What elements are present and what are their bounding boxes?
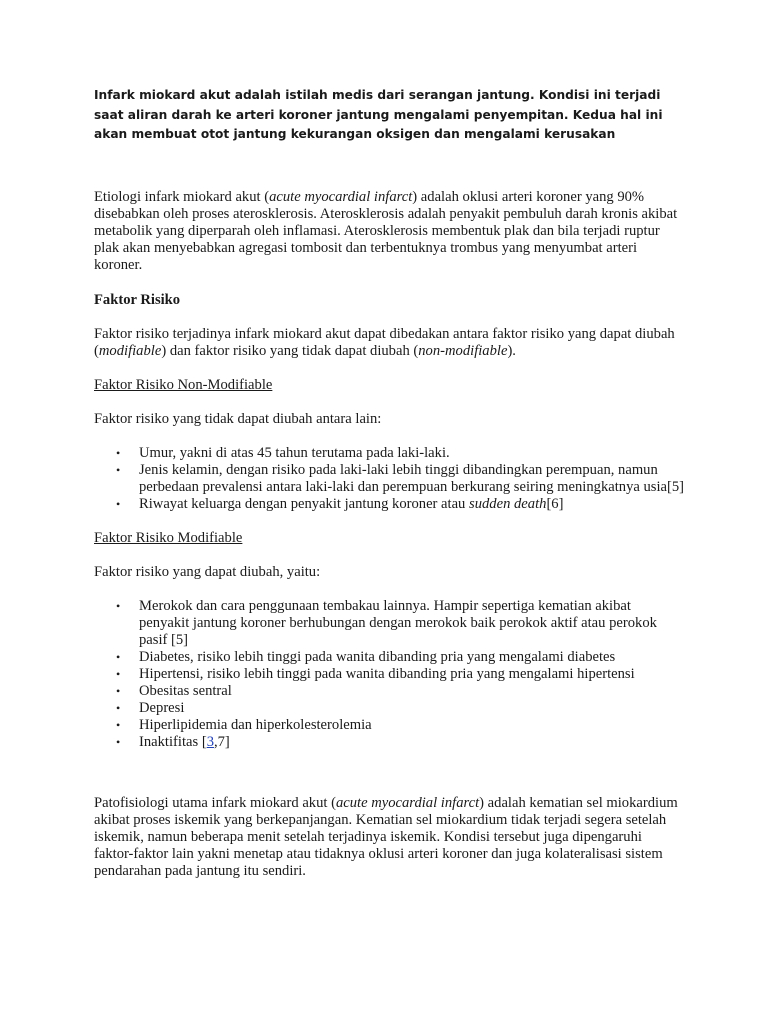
list-item bbox=[94, 649, 684, 666]
list-item bbox=[94, 683, 684, 700]
modifiable-list bbox=[94, 598, 684, 751]
list-item bbox=[94, 496, 684, 513]
patofisiologi-term: acute myocardial infarct bbox=[335, 794, 480, 811]
faktor-risiko-heading: Faktor Risiko bbox=[94, 291, 181, 308]
bullet-icon: • bbox=[116, 700, 121, 715]
faktor-intro-e: ). bbox=[507, 342, 516, 359]
bullet-icon: • bbox=[116, 598, 121, 613]
non-modifiable-list bbox=[94, 445, 684, 513]
faktor-intro-c: ) dan faktor risiko yang tidak dapat diubah ( bbox=[161, 342, 419, 359]
list-item-text: Inaktifitas [ bbox=[139, 733, 207, 750]
list-item bbox=[94, 462, 684, 496]
list-item-text: Jenis kelamin, dengan risiko pada laki-laki lebih tinggi dibandingkan perempuan, namun perbedaan prevalensi antara laki-laki dan perempuan berkurang seiring meningkatnya usia[5] bbox=[139, 461, 685, 495]
list-item-ref: ,7] bbox=[213, 733, 230, 750]
reference-link[interactable]: 3 bbox=[206, 733, 214, 750]
list-item bbox=[94, 666, 684, 683]
list-item bbox=[94, 445, 684, 462]
list-item-text: Merokok dan cara penggunaan tembakau lainnya. Hampir sepertiga kematian akibat penyakit jantung koroner berhubungan dengan merokok baik perokok aktif atau perokok pasif [5] bbox=[139, 597, 657, 648]
bullet-icon: • bbox=[116, 462, 121, 477]
faktor-intro-non-modifiable: non-modifiable bbox=[418, 342, 508, 359]
list-item-ref: [6] bbox=[546, 495, 564, 512]
etiologi-text-start: Etiologi infark miokard akut ( bbox=[94, 188, 270, 205]
patofisiologi-paragraph bbox=[94, 795, 684, 880]
list-item-text: Riwayat keluarga dengan penyakit jantung koroner atau bbox=[139, 495, 470, 512]
list-item bbox=[94, 734, 684, 751]
non-modifiable-heading: Faktor Risiko Non-Modifiable bbox=[94, 376, 273, 393]
etiologi-paragraph bbox=[94, 189, 684, 274]
list-item bbox=[94, 598, 684, 649]
etiologi-term: acute myocardial infarct bbox=[269, 188, 413, 205]
faktor-intro-a: Faktor risiko terjadinya infark miokard akut dapat dibedakan antara faktor risiko yang dapat diubah ( bbox=[94, 325, 675, 359]
faktor-intro-modifiable: modifiable bbox=[98, 342, 162, 359]
bullet-icon: • bbox=[116, 649, 121, 664]
list-item-text: Hipertensi, risiko lebih tinggi pada wanita dibanding pria yang mengalami hipertensi bbox=[139, 665, 635, 682]
list-item bbox=[94, 700, 684, 717]
bullet-icon: • bbox=[116, 717, 121, 732]
bullet-icon: • bbox=[116, 445, 121, 460]
list-item bbox=[94, 717, 684, 734]
modifiable-heading: Faktor Risiko Modifiable bbox=[94, 529, 243, 546]
faktor-risiko-intro bbox=[94, 326, 684, 360]
bullet-icon: • bbox=[116, 666, 121, 681]
intro-paragraph: Infark miokard akut adalah istilah medis dari serangan jantung. Kondisi ini terjadi saat aliran darah ke arteri koroner jantung mengalami penyempitan. Kedua hal ini akan membuat otot jantung kekurangan oksigen dan mengalami kerusakan bbox=[94, 88, 663, 141]
non-modifiable-intro: Faktor risiko yang tidak dapat diubah antara lain: bbox=[94, 410, 382, 427]
list-item-text: Hiperlipidemia dan hiperkolesterolemia bbox=[139, 716, 372, 733]
patofisiologi-text-end: ) adalah kematian sel miokardium akibat proses iskemik yang berkepanjangan. Kematian sel miokardium tidak terjadi segera setelah iskemik, namun beberapa menit setelah terjadinya iskemik. Kondisi tersebut juga dipengaruhi faktor-faktor lain yakni menetap atau tidaknya oklusi arteri koroner dan juga kolateralisasi sistem pendarahan pada jantung itu sendiri. bbox=[94, 794, 678, 879]
document-body bbox=[94, 86, 684, 880]
modifiable-intro: Faktor risiko yang dapat diubah, yaitu: bbox=[94, 563, 321, 580]
list-item-text: Diabetes, risiko lebih tinggi pada wanita dibanding pria yang mengalami diabetes bbox=[139, 648, 616, 665]
bullet-icon: • bbox=[116, 683, 121, 698]
list-item-text: Obesitas sentral bbox=[139, 682, 232, 699]
bullet-icon: • bbox=[116, 496, 121, 511]
list-item-text: Umur, yakni di atas 45 tahun terutama pada laki-laki. bbox=[139, 444, 450, 461]
list-item-term: sudden death bbox=[469, 495, 547, 512]
list-item-text: Depresi bbox=[139, 699, 185, 716]
bullet-icon: • bbox=[116, 734, 121, 749]
patofisiologi-text-start: Patofisiologi utama infark miokard akut ( bbox=[94, 794, 336, 811]
etiologi-text-end: ) adalah oklusi arteri koroner yang 90% disebabkan oleh proses aterosklerosis. Aterosklerosis adalah penyakit pembuluh darah kronis akibat metabolik yang diperparah oleh inflamasi. Aterosklerosis membentuk plak dan bila terjadi ruptur plak akan menyebabkan agregasi tombosit dan terbentuknya trombus yang menyumbat arteri koroner. bbox=[94, 188, 678, 273]
